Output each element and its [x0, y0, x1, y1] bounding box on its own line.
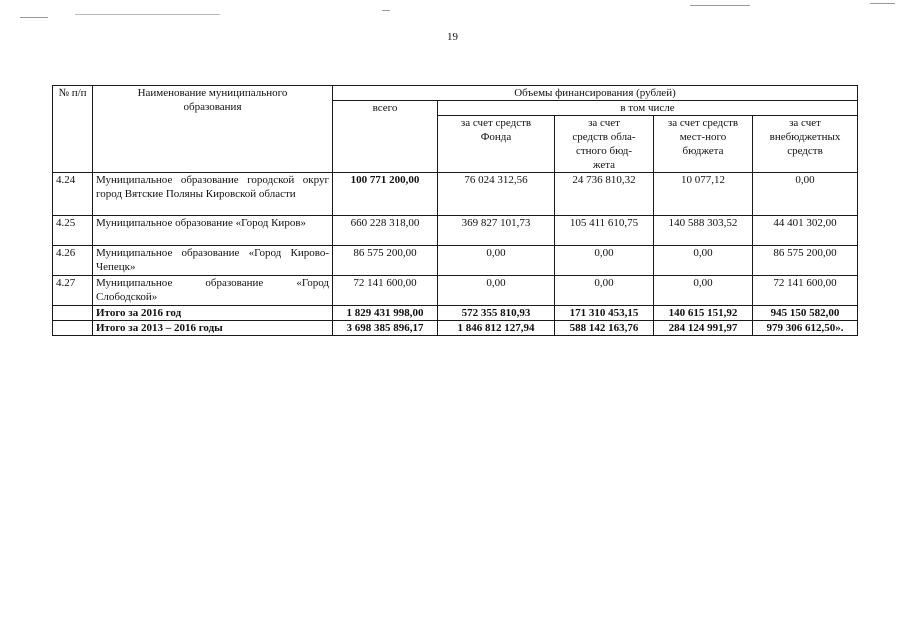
row-fund: 0,00 [438, 276, 555, 306]
row-local: 140 588 303,52 [654, 216, 753, 246]
header-regional: за счет средств обла-стного бюд-жета [555, 116, 654, 173]
total-fund: 1 846 812 127,94 [438, 321, 555, 336]
row-extra: 0,00 [753, 173, 858, 216]
scan-artifact-line [75, 14, 220, 15]
row-fund: 76 024 312,56 [438, 173, 555, 216]
total-label: Итого за 2013 – 2016 годы [93, 321, 333, 336]
header-row [53, 86, 858, 101]
scan-artifact-line [690, 5, 750, 6]
scan-artifact-line [20, 17, 48, 18]
header-including: в том числе [438, 101, 858, 116]
table-row [53, 246, 858, 276]
funding-table [52, 85, 858, 336]
row-number: 4.24 [53, 173, 93, 216]
row-local: 10 077,12 [654, 173, 753, 216]
row-number: 4.25 [53, 216, 93, 246]
total-regional: 588 142 163,76 [555, 321, 654, 336]
total-sum: 1 829 431 998,00 [333, 306, 438, 321]
total-label: Итого за 2016 год [93, 306, 333, 321]
row-local: 0,00 [654, 246, 753, 276]
header-funding: Объемы финансирования (рублей) [333, 86, 858, 101]
total-row [53, 306, 858, 321]
scan-artifact-line [870, 3, 895, 4]
row-regional: 0,00 [555, 276, 654, 306]
row-name: Муниципальное образование городской округ город Вятские Поляны Кировской области [93, 173, 333, 216]
page-number: 19 [447, 31, 458, 43]
row-regional: 24 736 810,32 [555, 173, 654, 216]
total-row-blank [53, 306, 93, 321]
row-total: 86 575 200,00 [333, 246, 438, 276]
row-extra: 86 575 200,00 [753, 246, 858, 276]
header-no: № п/п [53, 86, 93, 173]
header-name: Наименование муниципального образования [93, 86, 333, 173]
header-local: за счет средств мест-ного бюджета [654, 116, 753, 173]
row-local: 0,00 [654, 276, 753, 306]
total-row-blank [53, 321, 93, 336]
total-local: 284 124 991,97 [654, 321, 753, 336]
total-extra: 979 306 612,50». [753, 321, 858, 336]
header-extra: за счет внебюджетных средств [753, 116, 858, 173]
total-regional: 171 310 453,15 [555, 306, 654, 321]
total-sum: 3 698 385 896,17 [333, 321, 438, 336]
row-number: 4.27 [53, 276, 93, 306]
header-total: всего [333, 101, 438, 173]
row-regional: 0,00 [555, 246, 654, 276]
row-name: Муниципальное образование «Город Киров» [93, 216, 333, 246]
row-fund: 369 827 101,73 [438, 216, 555, 246]
scan-artifact-line [382, 10, 390, 11]
row-total: 100 771 200,00 [333, 173, 438, 216]
row-fund: 0,00 [438, 246, 555, 276]
total-row [53, 321, 858, 336]
total-fund: 572 355 810,93 [438, 306, 555, 321]
row-regional: 105 411 610,75 [555, 216, 654, 246]
header-fund: за счет средств Фонда [438, 116, 555, 173]
row-number: 4.26 [53, 246, 93, 276]
row-extra: 44 401 302,00 [753, 216, 858, 246]
row-total: 72 141 600,00 [333, 276, 438, 306]
total-extra: 945 150 582,00 [753, 306, 858, 321]
row-name: Муниципальное образование «Город Слободской» [93, 276, 333, 306]
row-total: 660 228 318,00 [333, 216, 438, 246]
table-row [53, 173, 858, 216]
row-extra: 72 141 600,00 [753, 276, 858, 306]
row-name: Муниципальное образование «Город Кирово-Чепецк» [93, 246, 333, 276]
total-local: 140 615 151,92 [654, 306, 753, 321]
table-row [53, 216, 858, 246]
table-row [53, 276, 858, 306]
